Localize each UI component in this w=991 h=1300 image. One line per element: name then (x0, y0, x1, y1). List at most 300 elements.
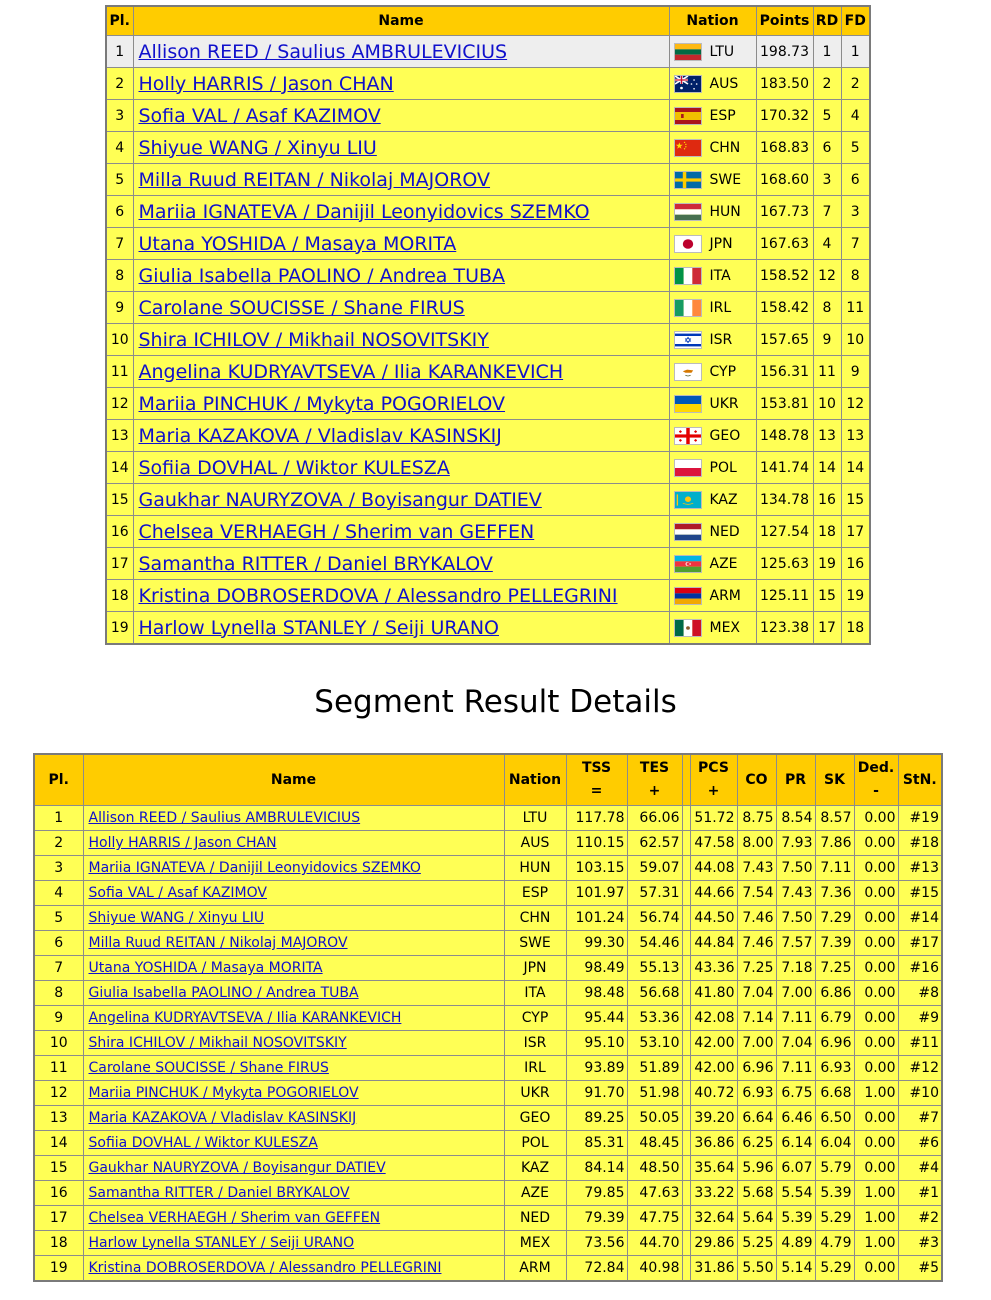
segment-name-cell (83, 1106, 504, 1131)
segment-row (34, 1206, 942, 1231)
competitor-link[interactable]: Harlow Lynella STANLEY / Seiji URANO (138, 616, 499, 639)
seg-header-stn: StN. (898, 754, 942, 806)
segment-stn: #14 (898, 906, 942, 931)
standings-row (106, 324, 870, 356)
segment-nation: NED (504, 1206, 566, 1231)
segment-competitor-link[interactable]: Sofiia DOVHAL / Wiktor KULESZA (88, 1135, 318, 1151)
standings-nation-cell (669, 452, 756, 484)
segment-row (34, 1231, 942, 1256)
standings-place: 9 (106, 292, 133, 324)
segment-sk: 6.04 (815, 1131, 854, 1156)
competitor-link[interactable]: Chelsea VERHAEGH / Sherim van GEFFEN (138, 520, 535, 543)
competitor-link[interactable]: Carolane SOUCISSE / Shane FIRUS (138, 296, 465, 319)
segment-co: 7.14 (737, 1006, 776, 1031)
standings-place: 10 (106, 324, 133, 356)
standings-row (106, 484, 870, 516)
segment-tes: 48.45 (627, 1131, 682, 1156)
segment-co: 6.96 (737, 1056, 776, 1081)
nation-code: KAZ (709, 491, 738, 508)
standings-name-cell (133, 388, 669, 420)
ukr-flag-icon (674, 395, 702, 413)
standings-name-cell (133, 612, 669, 645)
segment-pcs: 29.86 (690, 1231, 737, 1256)
segment-pr: 7.50 (776, 906, 815, 931)
nation-code: HUN (709, 203, 741, 220)
segment-ded: 0.00 (854, 881, 898, 906)
standings-rd: 5 (813, 100, 841, 132)
standings-row (106, 356, 870, 388)
competitor-link[interactable]: Kristina DOBROSERDOVA / Alessandro PELLEGRINI (138, 584, 618, 607)
segment-tes: 47.63 (627, 1181, 682, 1206)
segment-place: 17 (34, 1206, 83, 1231)
standings-name-cell (133, 420, 669, 452)
segment-name-cell (83, 1206, 504, 1231)
header-rd: RD (813, 6, 841, 36)
standings-row (106, 388, 870, 420)
segment-ded: 0.00 (854, 1056, 898, 1081)
segment-name-cell (83, 856, 504, 881)
standings-name-cell (133, 548, 669, 580)
segment-row (34, 931, 942, 956)
nation-code: ARM (709, 587, 741, 604)
segment-sk: 7.86 (815, 831, 854, 856)
segment-stn: #9 (898, 1006, 942, 1031)
segment-row (34, 906, 942, 931)
segment-competitor-link[interactable]: Carolane SOUCISSE / Shane FIRUS (88, 1060, 329, 1076)
seg-header-pl: Pl. (34, 754, 83, 806)
standings-nation-cell (669, 420, 756, 452)
segment-pr: 7.11 (776, 1006, 815, 1031)
segment-pcs: 42.00 (690, 1056, 737, 1081)
segment-place: 1 (34, 806, 83, 831)
standings-nation-cell (669, 68, 756, 100)
segment-co: 5.64 (737, 1206, 776, 1231)
standings-rd: 6 (813, 132, 841, 164)
standings-nation-cell (669, 292, 756, 324)
segment-ded: 0.00 (854, 1131, 898, 1156)
segment-gap (682, 1056, 690, 1081)
segment-competitor-link[interactable]: Kristina DOBROSERDOVA / Alessandro PELLEGRINI (88, 1260, 442, 1276)
tss-label: TSS (581, 760, 612, 776)
competitor-link[interactable]: Sofiia DOVHAL / Wiktor KULESZA (138, 456, 450, 479)
seg-header-tes (627, 754, 682, 806)
standings-name-cell (133, 324, 669, 356)
standings-nation-cell (669, 100, 756, 132)
segment-nation: UKR (504, 1081, 566, 1106)
competitor-link[interactable]: Shira ICHILOV / Mikhail NOSOVITSKIY (138, 328, 489, 351)
standings-fd: 16 (841, 548, 870, 580)
segment-name-cell (83, 1156, 504, 1181)
segment-stn: #11 (898, 1031, 942, 1056)
standings-place: 6 (106, 196, 133, 228)
standings-nation-cell (669, 356, 756, 388)
segment-gap (682, 931, 690, 956)
segment-pr: 5.39 (776, 1206, 815, 1231)
segment-place: 3 (34, 856, 83, 881)
standings-points: 123.38 (756, 612, 813, 645)
standings-points: 127.54 (756, 516, 813, 548)
standings-name-cell (133, 356, 669, 388)
segment-nation: CYP (504, 1006, 566, 1031)
standings-row (106, 292, 870, 324)
segment-ded: 1.00 (854, 1181, 898, 1206)
standings-rd: 18 (813, 516, 841, 548)
standings-points: 168.83 (756, 132, 813, 164)
segment-competitor-link[interactable]: Allison REED / Saulius AMBRULEVICIUS (88, 810, 361, 826)
segment-ded: 1.00 (854, 1206, 898, 1231)
standings-place: 17 (106, 548, 133, 580)
competitor-link[interactable]: Utana YOSHIDA / Masaya MORITA (138, 232, 457, 255)
standings-place: 5 (106, 164, 133, 196)
standings-fd: 12 (841, 388, 870, 420)
competitor-link[interactable]: Sofia VAL / Asaf KAZIMOV (138, 104, 381, 127)
segment-pcs: 36.86 (690, 1131, 737, 1156)
segment-ded: 0.00 (854, 1031, 898, 1056)
nation-code: ITA (709, 267, 731, 284)
standings-nation-cell (669, 132, 756, 164)
segment-pcs: 42.00 (690, 1031, 737, 1056)
standings-rd: 9 (813, 324, 841, 356)
segment-stn: #7 (898, 1106, 942, 1131)
nation-code: GEO (709, 427, 741, 444)
segment-place: 6 (34, 931, 83, 956)
nation-code: JPN (709, 235, 733, 252)
segment-co: 7.04 (737, 981, 776, 1006)
standings-fd: 3 (841, 196, 870, 228)
segment-pr: 7.93 (776, 831, 815, 856)
segment-tss: 73.56 (566, 1231, 627, 1256)
esp-flag-icon (674, 107, 702, 125)
segment-sk: 5.29 (815, 1206, 854, 1231)
standings-fd: 7 (841, 228, 870, 260)
standings-fd: 13 (841, 420, 870, 452)
standings-rd: 13 (813, 420, 841, 452)
segment-name-cell (83, 881, 504, 906)
arm-flag-icon (674, 587, 702, 605)
standings-fd: 19 (841, 580, 870, 612)
segment-nation: ESP (504, 881, 566, 906)
ded-sign: - (873, 783, 879, 799)
nation-code: NED (709, 523, 740, 540)
segment-gap (682, 956, 690, 981)
seg-header-name: Name (83, 754, 504, 806)
segment-competitor-link[interactable]: Shiyue WANG / Xinyu LIU (88, 910, 265, 926)
seg-header-nation: Nation (504, 754, 566, 806)
segment-nation: KAZ (504, 1156, 566, 1181)
segment-gap (682, 906, 690, 931)
segment-gap (682, 1206, 690, 1231)
segment-competitor-link[interactable]: Chelsea VERHAEGH / Sherim van GEFFEN (88, 1210, 381, 1226)
segment-name-cell (83, 1006, 504, 1031)
nation-code: CYP (709, 363, 737, 380)
segment-gap (682, 1181, 690, 1206)
segment-gap (682, 881, 690, 906)
segment-tes: 44.70 (627, 1231, 682, 1256)
segment-co: 8.75 (737, 806, 776, 831)
standings-place: 11 (106, 356, 133, 388)
standings-points: 183.50 (756, 68, 813, 100)
standings-place: 12 (106, 388, 133, 420)
swe-flag-icon (674, 171, 702, 189)
segment-co: 7.25 (737, 956, 776, 981)
segment-competitor-link[interactable]: Mariia IGNATEVA / Danijil Leonyidovics SZEMKO (88, 860, 421, 876)
standings-rd: 15 (813, 580, 841, 612)
segment-pr: 6.46 (776, 1106, 815, 1131)
segment-competitor-link[interactable]: Milla Ruud REITAN / Nikolaj MAJOROV (88, 935, 348, 951)
standings-rd: 8 (813, 292, 841, 324)
standings-nation-cell (669, 36, 756, 68)
nation-code: CHN (709, 139, 741, 156)
segment-pr: 7.00 (776, 981, 815, 1006)
segment-row (34, 1081, 942, 1106)
segment-sk: 5.79 (815, 1156, 854, 1181)
segment-name-cell (83, 1056, 504, 1081)
segment-competitor-link[interactable]: Harlow Lynella STANLEY / Seiji URANO (88, 1235, 355, 1251)
segment-row (34, 806, 942, 831)
segment-nation: AZE (504, 1181, 566, 1206)
standings-rd: 17 (813, 612, 841, 645)
standings-fd: 15 (841, 484, 870, 516)
competitor-link[interactable]: Mariia IGNATEVA / Danijil Leonyidovics SZEMKO (138, 200, 590, 223)
standings-row (106, 420, 870, 452)
standings-nation-cell (669, 196, 756, 228)
competitor-link[interactable]: Angelina KUDRYAVTSEVA / Ilia KARANKEVICH (138, 360, 564, 383)
segment-competitor-link[interactable]: Gaukhar NAURYZOVA / Boyisangur DATIEV (88, 1160, 386, 1176)
segment-nation: IRL (504, 1056, 566, 1081)
standings-place: 3 (106, 100, 133, 132)
segment-tss: 95.44 (566, 1006, 627, 1031)
segment-row (34, 956, 942, 981)
standings-nation-cell (669, 324, 756, 356)
standings-name-cell (133, 164, 669, 196)
segment-pcs: 47.58 (690, 831, 737, 856)
segment-competitor-link[interactable]: Angelina KUDRYAVTSEVA / Ilia KARANKEVICH (88, 1010, 402, 1026)
standings-row (106, 196, 870, 228)
nation-code: MEX (709, 619, 741, 636)
competitor-link[interactable]: Allison REED / Saulius AMBRULEVICIUS (138, 40, 508, 63)
standings-row (106, 132, 870, 164)
standings-points: 125.63 (756, 548, 813, 580)
segment-gap (682, 1256, 690, 1282)
competitor-link[interactable]: Mariia PINCHUK / Mykyta POGORIELOV (138, 392, 506, 415)
standings-points: 158.42 (756, 292, 813, 324)
standings-place: 18 (106, 580, 133, 612)
standings-row (106, 228, 870, 260)
segment-tss: 101.24 (566, 906, 627, 931)
standings-fd: 5 (841, 132, 870, 164)
segment-competitor-link[interactable]: Utana YOSHIDA / Masaya MORITA (88, 960, 323, 976)
standings-rd: 3 (813, 164, 841, 196)
segment-pr: 7.57 (776, 931, 815, 956)
nation-code: UKR (709, 395, 739, 412)
segment-place: 9 (34, 1006, 83, 1031)
segment-stn: #12 (898, 1056, 942, 1081)
standings-row (106, 548, 870, 580)
segment-tss: 95.10 (566, 1031, 627, 1056)
header-nation: Nation (669, 6, 756, 36)
segment-competitor-link[interactable]: Holly HARRIS / Jason CHAN (88, 835, 277, 851)
competitor-link[interactable]: Holly HARRIS / Jason CHAN (138, 72, 394, 95)
segment-name-cell (83, 931, 504, 956)
segment-stn: #16 (898, 956, 942, 981)
competitor-link[interactable]: Gaukhar NAURYZOVA / Boyisangur DATIEV (138, 488, 542, 511)
hun-flag-icon (674, 203, 702, 221)
standings-points: 141.74 (756, 452, 813, 484)
segment-tss: 85.31 (566, 1131, 627, 1156)
segment-nation: AUS (504, 831, 566, 856)
standings-name-cell (133, 36, 669, 68)
segment-co: 6.25 (737, 1131, 776, 1156)
segment-pr: 4.89 (776, 1231, 815, 1256)
segment-tes: 51.89 (627, 1056, 682, 1081)
segment-row (34, 1256, 942, 1282)
segment-co: 5.50 (737, 1256, 776, 1282)
segment-competitor-link[interactable]: Maria KAZAKOVA / Vladislav KASINSKIJ (88, 1110, 357, 1126)
segment-co: 7.46 (737, 906, 776, 931)
segment-competitor-link[interactable]: Samantha RITTER / Daniel BRYKALOV (88, 1185, 350, 1201)
segment-name-cell (83, 906, 504, 931)
segment-tes: 47.75 (627, 1206, 682, 1231)
standings-row (106, 580, 870, 612)
segment-competitor-link[interactable]: Sofia VAL / Asaf KAZIMOV (88, 885, 267, 901)
pcs-label: PCS (698, 760, 729, 776)
segment-tes: 54.46 (627, 931, 682, 956)
segment-place: 4 (34, 881, 83, 906)
aus-flag-icon (674, 75, 702, 93)
segment-nation: ISR (504, 1031, 566, 1056)
standings-row (106, 68, 870, 100)
segment-place: 7 (34, 956, 83, 981)
standings-name-cell (133, 196, 669, 228)
segment-place: 16 (34, 1181, 83, 1206)
standings-fd: 1 (841, 36, 870, 68)
segment-co: 7.46 (737, 931, 776, 956)
segment-nation: JPN (504, 956, 566, 981)
standings-nation-cell (669, 228, 756, 260)
segment-pcs: 39.20 (690, 1106, 737, 1131)
mex-flag-icon (674, 619, 702, 637)
segment-ded: 0.00 (854, 956, 898, 981)
segment-ded: 1.00 (854, 1081, 898, 1106)
ltu-flag-icon (674, 43, 702, 61)
segment-stn: #13 (898, 856, 942, 881)
standings-row (106, 100, 870, 132)
segment-co: 7.54 (737, 881, 776, 906)
nation-code: ESP (709, 107, 736, 124)
segment-pcs: 31.86 (690, 1256, 737, 1282)
ded-label: Ded. (857, 760, 895, 776)
standings-fd: 18 (841, 612, 870, 645)
segment-place: 18 (34, 1231, 83, 1256)
segment-pr: 5.14 (776, 1256, 815, 1282)
kaz-flag-icon (674, 491, 702, 509)
segment-competitor-link[interactable]: Giulia Isabella PAOLINO / Andrea TUBA (88, 985, 359, 1001)
standings-points: 134.78 (756, 484, 813, 516)
seg-header-tss (566, 754, 627, 806)
segment-sk: 5.39 (815, 1181, 854, 1206)
segment-title: Segment Result Details (314, 684, 677, 720)
segment-place: 14 (34, 1131, 83, 1156)
segment-sk: 7.11 (815, 856, 854, 881)
seg-header-pr: PR (776, 754, 815, 806)
standings-rd: 2 (813, 68, 841, 100)
standings-name-cell (133, 68, 669, 100)
segment-tes: 40.98 (627, 1256, 682, 1282)
segment-row (34, 1156, 942, 1181)
standings-points: 156.31 (756, 356, 813, 388)
seg-header-pcs (690, 754, 737, 806)
standings-row (106, 612, 870, 645)
segment-pcs: 40.72 (690, 1081, 737, 1106)
standings-place: 16 (106, 516, 133, 548)
segment-tss: 84.14 (566, 1156, 627, 1181)
segment-gap (682, 831, 690, 856)
irl-flag-icon (674, 299, 702, 317)
segment-co: 7.00 (737, 1031, 776, 1056)
standings-fd: 8 (841, 260, 870, 292)
standings-nation-cell (669, 516, 756, 548)
segment-pr: 7.50 (776, 856, 815, 881)
segment-stn: #3 (898, 1231, 942, 1256)
segment-name-cell (83, 956, 504, 981)
standings-points: 153.81 (756, 388, 813, 420)
standings-place: 14 (106, 452, 133, 484)
tes-label: TES (639, 760, 670, 776)
competitor-link[interactable]: Shiyue WANG / Xinyu LIU (138, 136, 377, 159)
segment-ded: 0.00 (854, 831, 898, 856)
pcs-sign: + (707, 783, 720, 799)
segment-tss: 103.15 (566, 856, 627, 881)
segment-competitor-link[interactable]: Shira ICHILOV / Mikhail NOSOVITSKIY (88, 1035, 347, 1051)
standings-place: 7 (106, 228, 133, 260)
segment-ded: 0.00 (854, 1106, 898, 1131)
segment-tss: 110.15 (566, 831, 627, 856)
segment-row (34, 1131, 942, 1156)
standings-name-cell (133, 580, 669, 612)
segment-stn: #10 (898, 1081, 942, 1106)
competitor-link[interactable]: Giulia Isabella PAOLINO / Andrea TUBA (138, 264, 506, 287)
segment-row (34, 856, 942, 881)
segment-name-cell (83, 1131, 504, 1156)
nation-code: AUS (709, 75, 739, 92)
segment-gap (682, 1006, 690, 1031)
segment-pr: 5.54 (776, 1181, 815, 1206)
competitor-link[interactable]: Samantha RITTER / Daniel BRYKALOV (138, 552, 493, 575)
segment-stn: #18 (898, 831, 942, 856)
segment-place: 10 (34, 1031, 83, 1056)
segment-gap (682, 981, 690, 1006)
seg-header-co: CO (737, 754, 776, 806)
segment-co: 7.43 (737, 856, 776, 881)
competitor-link[interactable]: Maria KAZAKOVA / Vladislav KASINSKIJ (138, 424, 502, 447)
competitor-link[interactable]: Milla Ruud REITAN / Nikolaj MAJOROV (138, 168, 491, 191)
segment-row (34, 981, 942, 1006)
segment-competitor-link[interactable]: Mariia PINCHUK / Mykyta POGORIELOV (88, 1085, 359, 1101)
segment-stn: #17 (898, 931, 942, 956)
segment-sk: 6.68 (815, 1081, 854, 1106)
segment-name-cell (83, 831, 504, 856)
segment-pr: 6.07 (776, 1156, 815, 1181)
standings-nation-cell (669, 164, 756, 196)
tss-sign: = (590, 783, 603, 799)
standings-rd: 1 (813, 36, 841, 68)
segment-ded: 0.00 (854, 806, 898, 831)
standings-fd: 11 (841, 292, 870, 324)
segment-row (34, 1181, 942, 1206)
segment-gap (682, 856, 690, 881)
segment-tes: 56.68 (627, 981, 682, 1006)
segment-pr: 6.14 (776, 1131, 815, 1156)
